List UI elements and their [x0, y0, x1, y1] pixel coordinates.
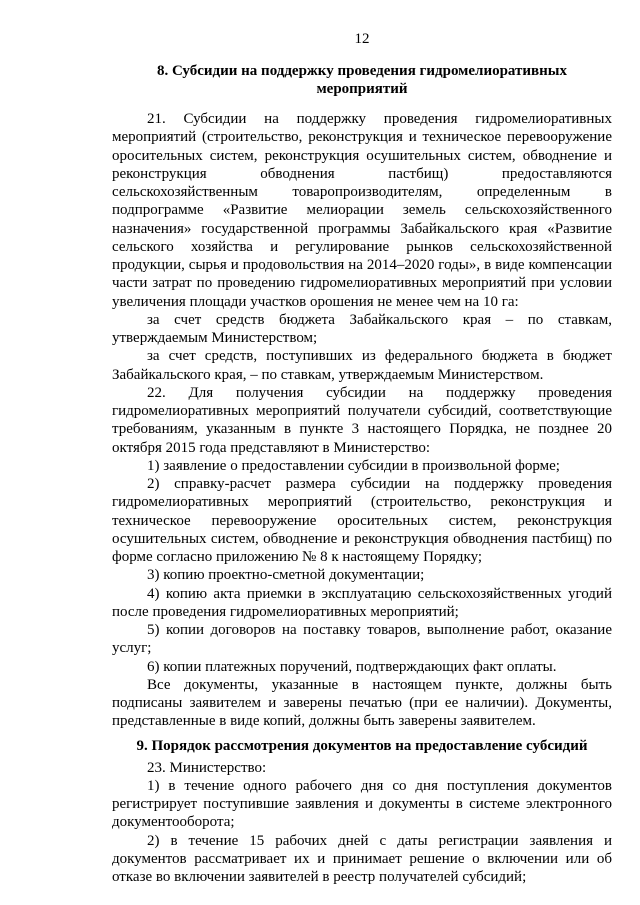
list-item-2: 2) справку-расчет размера субсидии на поддержку проведения гидромелиоративных мероприятий (строительство, реконструкция и техническое перевооружение оросительных систем, реконструкция осушительных систем, обводнение и реконструкция обводнения пастбищ) по форме согласно приложению № 8 к настоящему Порядку; [112, 476, 612, 565]
list-item-5: 5) копии договоров на поставку товаров, выполнение работ, оказание услуг; [112, 622, 612, 657]
section-8-title: 8. Субсидии на поддержку проведения гидромелиоративных мероприятий [156, 63, 568, 97]
section-9-title: 9. Порядок рассмотрения документов на предоставление субсидий [136, 737, 588, 754]
list-item-3: 3) копию проектно-сметной документации; [147, 567, 425, 584]
paragraph-23: 23. Министерство: [147, 759, 267, 776]
list-item-4: 4) копию акта приемки в эксплуатацию сельскохозяйственных угодий после проведения гидромелиоративных мероприятий; [112, 585, 612, 620]
paragraph-regional-budget: за счет средств бюджета Забайкальского края – по ставкам, утверждаемым Министерством; [112, 311, 612, 346]
paragraph-federal-budget: за счет средств, поступивших из федерального бюджета в бюджет Забайкальского края, – по ставкам, утверждаемым Министерством. [112, 348, 612, 383]
paragraph-22: 22. Для получения субсидии на поддержку проведения гидромелиоративных мероприятий получатели субсидий, соответствующие требованиям, указанным в пункте 3 настоящего Порядка, не позднее 20 октября 2015 года представляют в Министерство: [112, 384, 612, 456]
paragraph-21: 21. Субсидии на поддержку проведения гидромелиоративных мероприятий (строительство, реконструкция и техническое перевооружение оросительных систем, реконструкция осушительных систем, обводнение и реконструкция обводнения пастбищ) предоставляются сельскохозяйственным товаропроизводителям, определенным в подпрограмме «Развитие мелиорации земель сельскохозяйственного назначения» государственной программы Забайкальского края «Развитие сельского хозяйства и регулирование рынков сельскохозяйственной продукции, сырья и продовольствия на 2014–2020 годы», в виде компенсации части затрат по проведению гидромелиоративных мероприятий при условии увеличения площади участков орошения не менее чем на 10 га: [112, 111, 612, 310]
document-page [112, 30, 612, 886]
list-item-6: 6) копии платежных поручений, подтверждающих факт оплаты. [147, 658, 557, 675]
section-8 [112, 62, 612, 98]
page-number: 12 [354, 31, 370, 47]
list-item-23-2: 2) в течение 15 рабочих дней с даты регистрации заявления и документов рассматривает их и принимает решение о включении или об отказе во включении заявителей в реестр получателей субсидий; [112, 832, 612, 885]
list-item-23-1: 1) в течение одного рабочего дня со дня поступления документов регистрирует поступившие заявления и документы в системе электронного документооборота; [112, 777, 612, 831]
paragraph-documents-signature: Все документы, указанные в настоящем пункте, должны быть подписаны заявителем и заверены печатью (при ее наличии). Документы, представленные в виде копий, должны быть заверены заявителем. [112, 676, 612, 730]
list-item-1: 1) заявление о предоставлении субсидии в произвольной форме; [147, 457, 560, 474]
